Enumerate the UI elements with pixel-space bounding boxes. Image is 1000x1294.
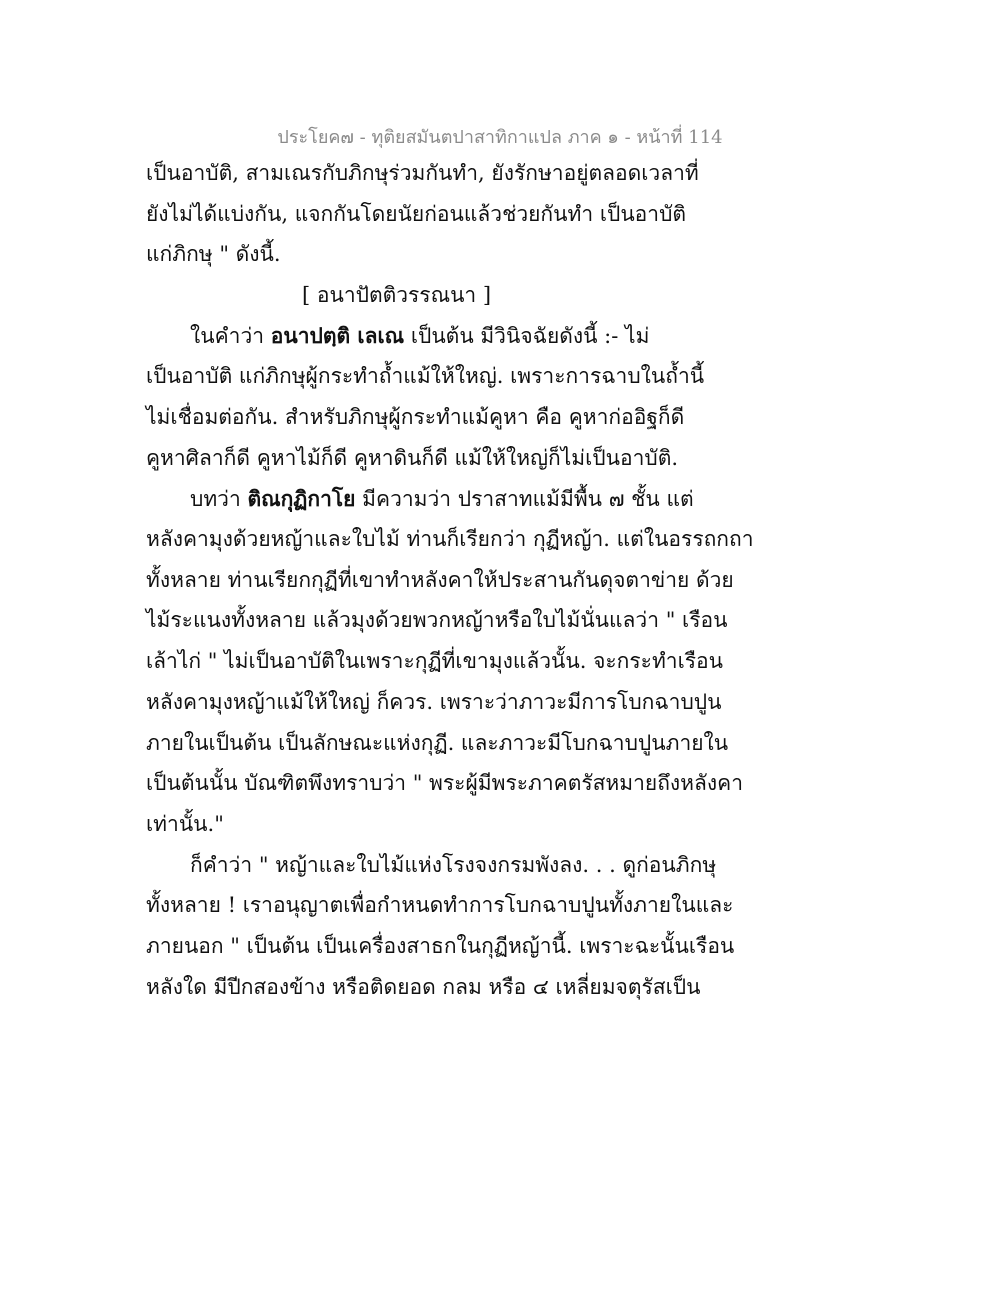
text-line: ยังไม่ได้แบ่งกัน, แจกกันโดยนัยก่อนแล้วช่วยกันทำ เป็นอาบัติ: [146, 202, 687, 226]
text-line: ไม่เชื่อมต่อกัน. สำหรับภิกษุผู้กระทำแม้คูหา คือ คูหาก่ออิฐก็ดี: [146, 405, 685, 429]
text-line: เป็นอาบัติ, สามเณรกับภิกษุร่วมกันทำ, ยังรักษาอยู่ตลอดเวลาที่: [146, 161, 699, 185]
line-text: เป็นต้น มีวินิจฉัยดังนี้ :- ไม่: [410, 324, 650, 348]
text-line: ภายนอก " เป็นต้น เป็นเครื่องสาธกในกุฏีหญ้านี้. เพราะฉะนั้นเรือน: [146, 934, 735, 958]
text-line: หลังคามุงด้วยหญ้าและใบไม้ ท่านก็เรียกว่า กุฏีหญ้า. แต่ในอรรถกถา: [146, 527, 754, 551]
page-header: ประโยค๗ - ทุติยสมันตปาสาทิกาแปล ภาค ๑ - หน้าที่ 114: [277, 127, 723, 148]
section-heading: [ อนาปัตติวรรณนา ]: [302, 283, 492, 307]
text-line: ทั้งหลาย ! เราอนุญาตเพื่อกำหนดทำการโบกฉาบปูนทั้งภายในและ: [146, 893, 734, 917]
text-line: หลังใด มีปีกสองข้าง หรือติดยอด กลม หรือ ๔ เหลี่ยมจตุรัสเป็น: [146, 975, 701, 999]
text-line: หลังคามุงหญ้าแม้ให้ใหญ่ ก็ควร. เพราะว่าภาวะมีการโบกฉาบปูน: [146, 690, 722, 714]
line-text: ในคำว่า: [190, 324, 265, 348]
pali-term: อนาปตฺติ เลเณ: [270, 323, 405, 348]
text-line: ทั้งหลาย ท่านเรียกกุฏีที่เขาทำหลังคาให้ประสานกันดุจตาข่าย ด้วย: [146, 568, 734, 592]
text-line: คูหาศิลาก็ดี คูหาไม้ก็ดี คูหาดินก็ดี แม้ให้ใหญ่ก็ไม่เป็นอาบัติ.: [146, 446, 679, 470]
line-text: บทว่า: [190, 487, 241, 511]
text-line: เล้าไก่ " ไม่เป็นอาบัติในเพราะกุฏีที่เขามุงแล้วนั้น. จะกระทำเรือน: [146, 649, 723, 673]
text-line: เป็นต้นนั้น บัณฑิตพึงทราบว่า " พระผู้มีพระภาคตรัสหมายถึงหลังคา: [146, 771, 743, 795]
text-line: [190, 486, 694, 512]
text-line: [190, 323, 649, 349]
text-line: เท่านั้น.": [146, 812, 224, 836]
text-line: เป็นอาบัติ แก่ภิกษุผู้กระทำถ้ำแม้ให้ใหญ่. เพราะการฉาบในถ้ำนี้: [146, 364, 705, 388]
line-text: มีความว่า ปราสาทแม้มีพื้น ๗ ชั้น แต่: [362, 487, 694, 511]
text-line: ไม้ระแนงทั้งหลาย แล้วมุงด้วยพวกหญ้าหรือใบไม้นั่นแลว่า " เรือน: [146, 608, 728, 632]
text-line: ก็คำว่า " หญ้าและใบไม้แห่งโรงจงกรมพังลง. . . ดูก่อนภิกษุ: [190, 853, 717, 877]
text-line: ภายในเป็นต้น เป็นลักษณะแห่งกุฏี. และภาวะมีโบกฉาบปูนภายใน: [146, 731, 729, 755]
text-line: แก่ภิกษุ " ดังนี้.: [146, 242, 281, 266]
pali-term: ติณกุฏิกาโย: [247, 486, 356, 511]
